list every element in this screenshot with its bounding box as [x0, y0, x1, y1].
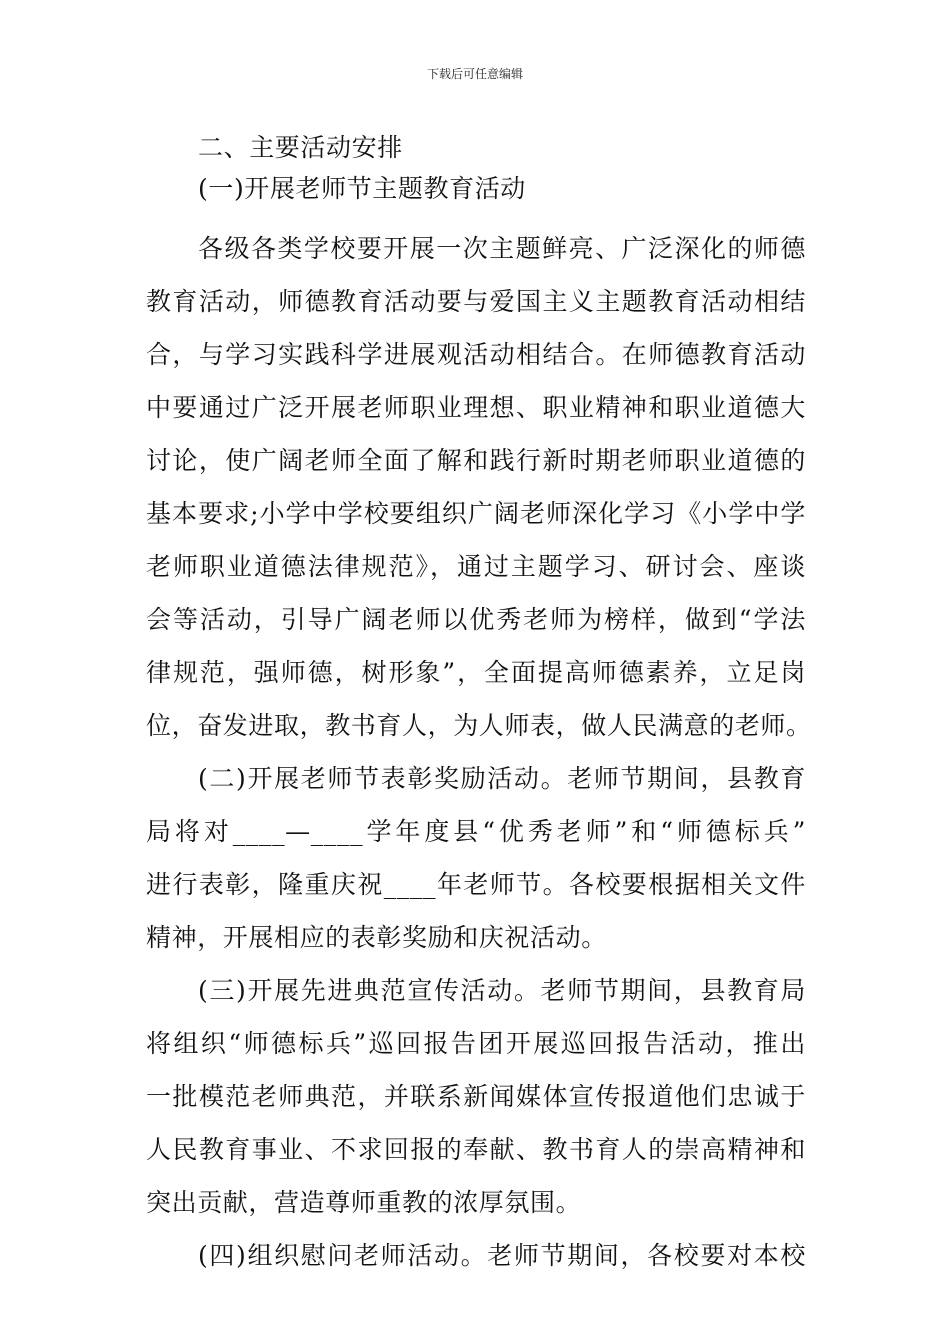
paragraph-line: 合，与学习实践科学进展观活动相结合。在师德教育活动 — [146, 340, 806, 369]
paragraph-line: 局将对____—____学年度县“优秀老师”和“师德标兵” — [146, 817, 806, 846]
section-heading: 二、主要活动安排 — [198, 133, 403, 162]
paragraph-line: 位，奋发进取，教书育人，为人师表，做人民满意的老师。 — [146, 711, 812, 740]
paragraph-line: 律规范，强师德，树形象”，全面提高师德素养，立足岗 — [146, 658, 806, 687]
paragraph-line: (三)开展先进典范宣传活动。老师节期间，县教育局 — [198, 976, 806, 1005]
paragraph-line: 将组织“师德标兵”巡回报告团开展巡回报告活动，推出 — [146, 1029, 806, 1058]
page-header: 下载后可任意编辑 — [426, 67, 523, 81]
paragraph-line: (二)开展老师节表彰奖励活动。老师节期间，县教育 — [198, 764, 806, 793]
paragraph-line: 一批模范老师典范，并联系新闻媒体宣传报道他们忠诚于 — [146, 1082, 806, 1111]
paragraph-line: 讨论，使广阔老师全面了解和践行新时期老师职业道德的 — [146, 446, 806, 475]
paragraph-line: 人民教育事业、不求回报的奉献、教书育人的崇高精神和 — [146, 1135, 806, 1164]
paragraph-line: 突出贡献，营造尊师重教的浓厚氛围。 — [146, 1188, 582, 1217]
paragraph-line: 进行表彰，隆重庆祝____年老师节。各校要根据相关文件 — [146, 870, 806, 899]
paragraph-line: 各级各类学校要开展一次主题鲜亮、广泛深化的师德 — [198, 234, 806, 263]
paragraph-line: 中要通过广泛开展老师职业理想、职业精神和职业道德大 — [146, 393, 806, 422]
subsection-heading: (一)开展老师节主题教育活动 — [198, 174, 526, 203]
paragraph-line: 教育活动，师德教育活动要与爱国主义主题教育活动相结 — [146, 287, 806, 316]
paragraph-line: 老师职业道德法律规范》，通过主题学习、研讨会、座谈 — [146, 552, 806, 581]
paragraph-line: 基本要求;小学中学校要组织广阔老师深化学习《小学中学 — [146, 499, 806, 528]
paragraph-line: 精神，开展相应的表彰奖励和庆祝活动。 — [146, 923, 607, 952]
paragraph-line: 会等活动，引导广阔老师以优秀老师为榜样，做到“学法 — [146, 605, 806, 634]
paragraph-line: (四)组织慰问老师活动。老师节期间，各校要对本校 — [198, 1241, 806, 1270]
